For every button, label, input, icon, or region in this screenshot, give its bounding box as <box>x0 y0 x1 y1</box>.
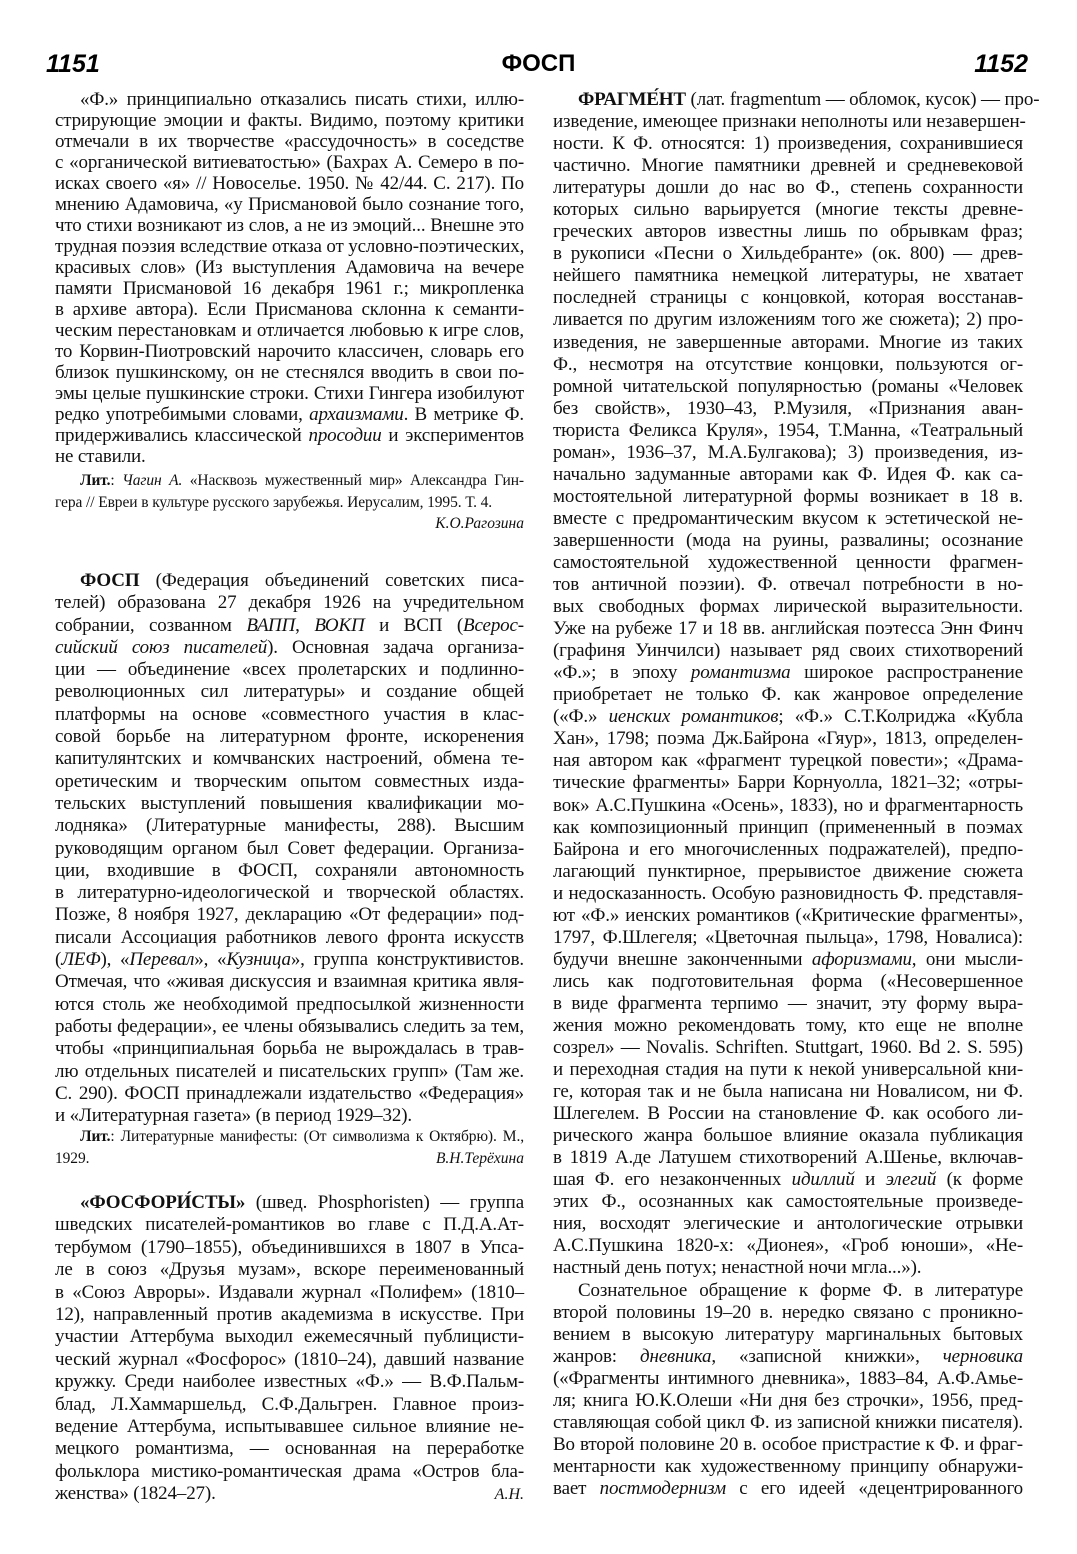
text-line: настный день потух; ненастной ночи мгла...»). <box>553 1257 922 1279</box>
text-line <box>553 949 1023 971</box>
text-line: в литературно-идеологической и творческой областях. <box>55 882 524 904</box>
text-line: начально задуманные авторами как Ф. Идея Ф. как са- <box>553 463 1023 485</box>
text-run: ( <box>55 949 62 971</box>
text-run: широкое распространение <box>790 662 1023 684</box>
text-line: лодняка» (Литературные манифесты, 288). Высшим <box>55 815 524 837</box>
author-signature: В.Н.Терёхина <box>435 1150 524 1167</box>
text-line: гера // Евреи в культуре русского зарубежья. Иерусалим, 1995. Т. 4. <box>55 494 493 511</box>
text-line: ливается по другим изложениям того же сюжета); 2) про- <box>553 309 1023 331</box>
text-run: , они мысли- <box>911 948 1023 970</box>
text-line <box>55 425 524 446</box>
text-line: Хан», 1798; поэма Дж.Байрона «Гяур», 1813, определен- <box>553 728 1023 750</box>
text-line: частично. Многие памятники древней и средневековой <box>553 155 1023 177</box>
text-line: капитулянтских и комчванских настроений, обмена те- <box>55 748 524 770</box>
text-line: ведение Аттербума, испытывавшее сильное влияние не- <box>55 1415 524 1437</box>
text-line: в «Союз Авроры». Издавали журнал «Полифем» (1810– <box>55 1281 524 1303</box>
text-line <box>553 1169 1023 1191</box>
text-line <box>553 706 1023 728</box>
text-line: близок пушкинскому, он не стеснялся вводить в свои по- <box>55 362 524 383</box>
text-run: будучи внешне законченными <box>553 948 812 970</box>
text-line: ная автором как «фрагмент турецкой повести»; «Драма- <box>553 750 1023 772</box>
text-run: : Литературные манифесты: (От символизма к Октябрю). М., <box>110 1128 524 1145</box>
text-line: трудная поэзия вследствие отказа от условно-поэтических, <box>55 236 525 257</box>
text-line <box>55 470 524 492</box>
text-run: редко употребимыми словами, <box>55 404 310 425</box>
text-line: рического жанра большое влияние оказала публикация <box>553 1125 1023 1147</box>
emphasis: ЛЕФ <box>61 949 101 971</box>
emphasis: элегий <box>885 1169 937 1191</box>
text-line: этих Ф., осознанных как самостоятельные произведе- <box>553 1191 1023 1213</box>
text-line: стрирующие эмоции и факты. Видимо, поэтому критики <box>55 110 524 131</box>
text-run: . В метрике Ф. <box>403 404 524 425</box>
text-line <box>55 1126 524 1148</box>
text-line: лагающий пунктирное, прерывистое движение сюжета <box>553 860 1023 882</box>
text-run: : <box>110 472 123 489</box>
text-line: Шлегелем. В России на становление Ф. как особого ли- <box>553 1103 1023 1125</box>
text-line <box>55 949 524 971</box>
text-line: и недосказанность. Особую разновидность Ф. представля- <box>553 882 1023 904</box>
text-run: жанров: <box>553 1346 640 1368</box>
text-run: и экспериментов <box>381 425 525 446</box>
text-line: Позже, 8 ноября 1927, декларацию «От федерации» под- <box>55 904 524 926</box>
text-line: Во второй половине 20 в. особое пристрастие к Ф. и фраг- <box>553 1434 1023 1456</box>
text-line: тюриста Феликса Круля», 1954, Т.Манна, «Театральный <box>553 419 1023 441</box>
text-line: то Корвин-Пиотровский нарочито классичен, словарь его <box>55 341 524 362</box>
text-line <box>553 89 1040 111</box>
text-line: ческим перестановкам и отличается любовью к игре слов, <box>55 320 524 341</box>
text-line: второй половины 19–20 в. нередко связано с проникно- <box>553 1302 1023 1324</box>
headword: ФОСП <box>80 570 140 591</box>
emphasis: романтизма <box>690 662 791 684</box>
emphasis: идиллий <box>791 1169 855 1191</box>
text-line: работы федерации», ее члены обязывались следить за тем, <box>55 1015 524 1037</box>
author-signature: А.Н. <box>494 1486 524 1503</box>
emphasis: Кузница <box>226 949 291 971</box>
text-line <box>55 404 524 425</box>
text-line: писали Ассоциация работников левого фронта искусств <box>55 926 524 948</box>
emphasis: Чагин А. <box>122 472 183 489</box>
text-line: А.С.Пушкина 1820-х: «Дионея», «Гроб юноши», «Не- <box>553 1235 1023 1257</box>
headword: Лит. <box>80 1128 111 1145</box>
text-run: , «записной книжки», <box>711 1346 943 1368</box>
text-line: совой борьбе на литературном фронте, искоренения <box>55 726 524 748</box>
article-paragraph <box>553 89 1040 1280</box>
text-run: ), « <box>100 949 130 971</box>
text-line: в 1819 А.де Латушем стихотворений А.Шенье, включав- <box>553 1147 1023 1169</box>
text-line <box>55 637 524 659</box>
text-line: ле в союз «Друзья музам», вскоре переименованный <box>55 1259 524 1281</box>
text-line: «Ф.» принципиально отказались писать стихи, иллю- <box>80 89 524 110</box>
text-run: шая Ф. его незаконченных <box>553 1169 792 1191</box>
text-line: С. 290). ФОСП принадлежали издательство «Федерация» <box>55 1082 524 1104</box>
text-line: в виде фрагмента терпимо — значит, эту форму выра- <box>553 992 1023 1014</box>
text-line: ются столь же необходимой предпосылкой жизненности <box>55 993 524 1015</box>
text-line: и «Литературная газета» (в период 1929–32). <box>55 1105 412 1127</box>
emphasis: архаизмами <box>309 404 404 425</box>
running-head: ФОСП <box>501 50 576 77</box>
text-line: памяти Присмановой 16 декабря 1961 г.; микропленка <box>55 278 524 299</box>
text-line: ля; книга Ю.К.Олеши «Ни дня без строчки», 1956, пред- <box>553 1390 1023 1412</box>
text-line: ментарности как художественному принципу обнаружи- <box>553 1456 1023 1478</box>
text-line: тические фрагменты» Барри Корнуолла, 1821–32; «отры- <box>553 772 1023 794</box>
emphasis: дневника <box>640 1346 712 1368</box>
text-line: с «органической витиеватостью» (Бахрах А. Семеро в по- <box>55 152 524 173</box>
text-line: нейшего памятника немецкой литературы, не хватает <box>553 265 1023 287</box>
text-line <box>553 1346 1023 1368</box>
emphasis: черновика <box>942 1346 1023 1368</box>
text-line: платформы на основе «совместного участия в клас- <box>55 703 524 725</box>
text-line: тов античной поэзии). Ф. отвечал потребности в но- <box>553 574 1023 596</box>
text-run: «Насквозь мужественный мир» Александра Гин- <box>182 472 524 489</box>
text-line: в архиве автора). Если Присманова склонна к семанти- <box>55 299 524 320</box>
text-line: ческий журнал «Фосфорос» (1810–24), давший название <box>55 1348 524 1370</box>
text-line: что стихи возникают из слов, а не из эмоций... Внешне это <box>55 215 524 236</box>
text-line <box>55 615 524 637</box>
emphasis: иенских романтиков <box>608 706 779 728</box>
text-line <box>55 1192 524 1214</box>
author-signature: К.О.Рагозина <box>435 515 524 532</box>
text-line: лю отдельных писателей и писательских групп» (Там же. <box>55 1060 524 1082</box>
text-line: мецкого романтизма, — основанная на переработке <box>55 1438 524 1460</box>
text-line <box>55 570 524 592</box>
text-run: и <box>854 1169 886 1191</box>
page-number-right: 1152 <box>974 50 1028 78</box>
text-line: жения можно рекомендовать тому, кто еще не вполне <box>553 1014 1023 1036</box>
text-line: в рукописи «Песни о Хильдебранте» (ок. 800) — древ- <box>553 243 1023 265</box>
text-line: ции — объединение «всех пролетарских и подлинно- <box>55 659 524 681</box>
text-run: собрании, созванном <box>55 614 247 636</box>
text-line: приобретает не только Ф. как жанровое определение <box>553 684 1023 706</box>
text-line: фольклора мистико-романтическая драма «Остров бла- <box>55 1460 524 1482</box>
text-line: 1929. <box>55 1150 90 1167</box>
text-line: телей) образована 27 декабря 1926 на учредительном <box>55 592 524 614</box>
text-line: литературы дошли до нас во Ф., степень сохранности <box>553 177 1023 199</box>
text-line: чтобы «принципиальная борьба не вырождалась в трав- <box>55 1038 524 1060</box>
text-line: женства» (1824–27). <box>55 1483 216 1505</box>
text-run: (к форме <box>936 1169 1023 1191</box>
text-line: ставляющая собой цикл Ф. из записной книжки писателя). <box>553 1412 1023 1434</box>
text-line: ции, входившие в ФОСП, сохраняли автономность <box>55 859 524 881</box>
text-line: как композиционный принцип (примененный в поэмах <box>553 816 1023 838</box>
headword: ФРАГМЕ́НТ <box>578 89 686 110</box>
text-line: греческих авторов известны лишь по обрывкам фраз; <box>553 221 1023 243</box>
text-line: («Фрагменты интимного дневника», 1883–84, А.Ф.Амье- <box>553 1368 1023 1390</box>
text-line: роман», 1936–37, М.А.Булгакова); 3) произведения, из- <box>553 441 1023 463</box>
text-line: Байрона и его многочисленных подражателей), предпо- <box>553 838 1023 860</box>
text-run: (лат. fragmentum — обломок, кусок) — про- <box>685 89 1040 110</box>
text-line: которых сильно варьируется (многие тексты древне- <box>553 199 1023 221</box>
text-line: последней страницы с концовкой, которая восстанав- <box>553 287 1023 309</box>
article-paragraph <box>55 1192 524 1505</box>
text-line: вместе с предромантическим вкусом к эстетической не- <box>553 507 1023 529</box>
text-line: Ф., несмотря на отсутствие концовки, пользуются ог- <box>553 353 1023 375</box>
emphasis: ВОКП <box>314 614 365 636</box>
text-line: без свойств», 1930–43, Р.Музиля, «Признания аван- <box>553 397 1023 419</box>
text-line: красивых слов» (Из выступления Адамовича на вечере <box>55 257 524 278</box>
text-line: вением в высокую литературу маргинальных бытовых <box>553 1324 1023 1346</box>
text-run: придерживались классической <box>55 425 309 446</box>
text-line: тербумом (1790–1855), объединившихся в 1807 в Упса- <box>55 1236 524 1258</box>
headword: Лит. <box>80 472 111 489</box>
text-run: », группа конструктивистов. <box>290 949 525 971</box>
text-run: («Ф.» <box>553 706 609 728</box>
text-line: руководящим органом был Совет федерации. Организа- <box>55 837 524 859</box>
text-line: изведение, имеющее признаки неполноты или незавершен- <box>553 111 1026 133</box>
text-line: созрел» — Novalis. Schriften. Stuttgart, 1960. Bd 2. S. 595) <box>553 1037 1023 1059</box>
emphasis: сийский союз писателей <box>55 636 268 658</box>
emphasis: Всерос- <box>463 614 524 636</box>
emphasis: просодии <box>308 425 382 446</box>
text-line: исках своего «я» // Новоселье. 1950. № 42/44. С. 217). По <box>55 173 524 194</box>
text-line: отмечали в их творчестве «рассудочность» в соседстве <box>55 131 524 152</box>
text-line: 12), направленный против академизма в искусстве. При <box>55 1303 524 1325</box>
page-number-left: 1151 <box>46 50 100 78</box>
text-line: ге, которая так и не была написана ни Новалисом, ни Ф. <box>553 1081 1023 1103</box>
text-line <box>553 662 1023 684</box>
text-run: », « <box>194 949 227 971</box>
text-line: ют «Ф.» иенских романтиков («Критические фрагменты», <box>553 904 1023 926</box>
text-line: кружку. Среди наиболее известных «Ф.» — В.Ф.Пальм- <box>55 1371 524 1393</box>
text-run: вает <box>553 1478 600 1500</box>
article-paragraph <box>553 1280 1023 1500</box>
text-line: оретическим и творческим опытом совместных изда- <box>55 770 524 792</box>
headword: «ФОСФОРИ́СТЫ» <box>80 1192 246 1213</box>
text-run: ; «Ф.» С.Т.Колриджа «Кубла <box>778 706 1023 728</box>
text-line: ности. К Ф. относятся: 1) произведения, сохранившиеся <box>553 133 1023 155</box>
text-line: вок» А.С.Пушкина «Осень», 1833), но и фрагментарность <box>553 794 1023 816</box>
text-line: самостоятельной художественной ценности фрагмен- <box>553 551 1023 573</box>
emphasis: постмодернизм <box>599 1478 726 1500</box>
article-paragraph <box>55 89 524 467</box>
text-line: Сознательное обращение к форме Ф. в литературе <box>578 1280 1023 1301</box>
text-run: ). Основная задача организа- <box>267 636 524 658</box>
text-line <box>553 1478 1023 1500</box>
emphasis: афоризмами <box>811 948 912 970</box>
text-run: с его идеей «децентрированного <box>725 1478 1024 1500</box>
text-line: шведских писателей-романтиков во главе с П.Д.А.Ат- <box>55 1214 524 1236</box>
emphasis: Перевал <box>129 949 195 971</box>
text-line: и переходная стадия на пути к некой универсальной кни- <box>553 1059 1023 1081</box>
text-line: эмы целые пушкинские строки. Стихи Гингера изобилуют <box>55 383 524 404</box>
text-line: участии Аттербума выходил ежемесячный публицисти- <box>55 1326 524 1348</box>
emphasis: ВАПП <box>246 614 296 636</box>
text-run: «Ф.»; в эпоху <box>553 662 691 684</box>
literature-reference <box>55 470 524 514</box>
article-paragraph <box>55 570 524 1127</box>
text-line: ромной читательской популярностью (романы «Человек <box>553 375 1023 397</box>
text-line: 1797, Ф.Шлегеля; «Цветочная пыльца», 1798, Новалиса): <box>553 926 1023 948</box>
text-line: вых свободных формах лирической выразительности. <box>553 596 1023 618</box>
text-line: мостоятельной литературной формы возникает в 18 в. <box>553 485 1023 507</box>
text-run: (швед. Phosphoristen) — группа <box>245 1192 524 1213</box>
text-run: , <box>295 614 315 636</box>
text-run: и ВСП ( <box>364 614 464 636</box>
text-line: не ставили. <box>55 446 146 467</box>
text-line: изведения, не завершенные авторами. Многие из таких <box>553 331 1023 353</box>
text-line: завершенности (мода на руины, развалины; осознание <box>553 529 1023 551</box>
text-line: ния, восходят элегические и антологические отрывки <box>553 1213 1023 1235</box>
text-line: Отмечая, что «живая дискуссия и взаимная критика явля- <box>55 971 524 993</box>
text-line: тельских выступлений повышения квалификации мо- <box>55 792 524 814</box>
text-line: Уже на рубеже 17 и 18 вв. английская поэтесса Энн Финч <box>553 618 1023 640</box>
text-run: (Федерация объединений советских писа- <box>139 570 524 591</box>
text-line: блад, Л.Хаммаршельд, С.Ф.Дальгрен. Главное произ- <box>55 1393 524 1415</box>
text-line: мнению Адамовича, «у Присмановой было сознание того, <box>55 194 524 215</box>
text-line: лись как подготовительная форма («Несовершенное <box>553 970 1023 992</box>
text-line: революционных сил литературы» и создание общей <box>55 681 524 703</box>
text-line: (графиня Уинчилси) называет ряд своих стихотворений <box>553 640 1023 662</box>
